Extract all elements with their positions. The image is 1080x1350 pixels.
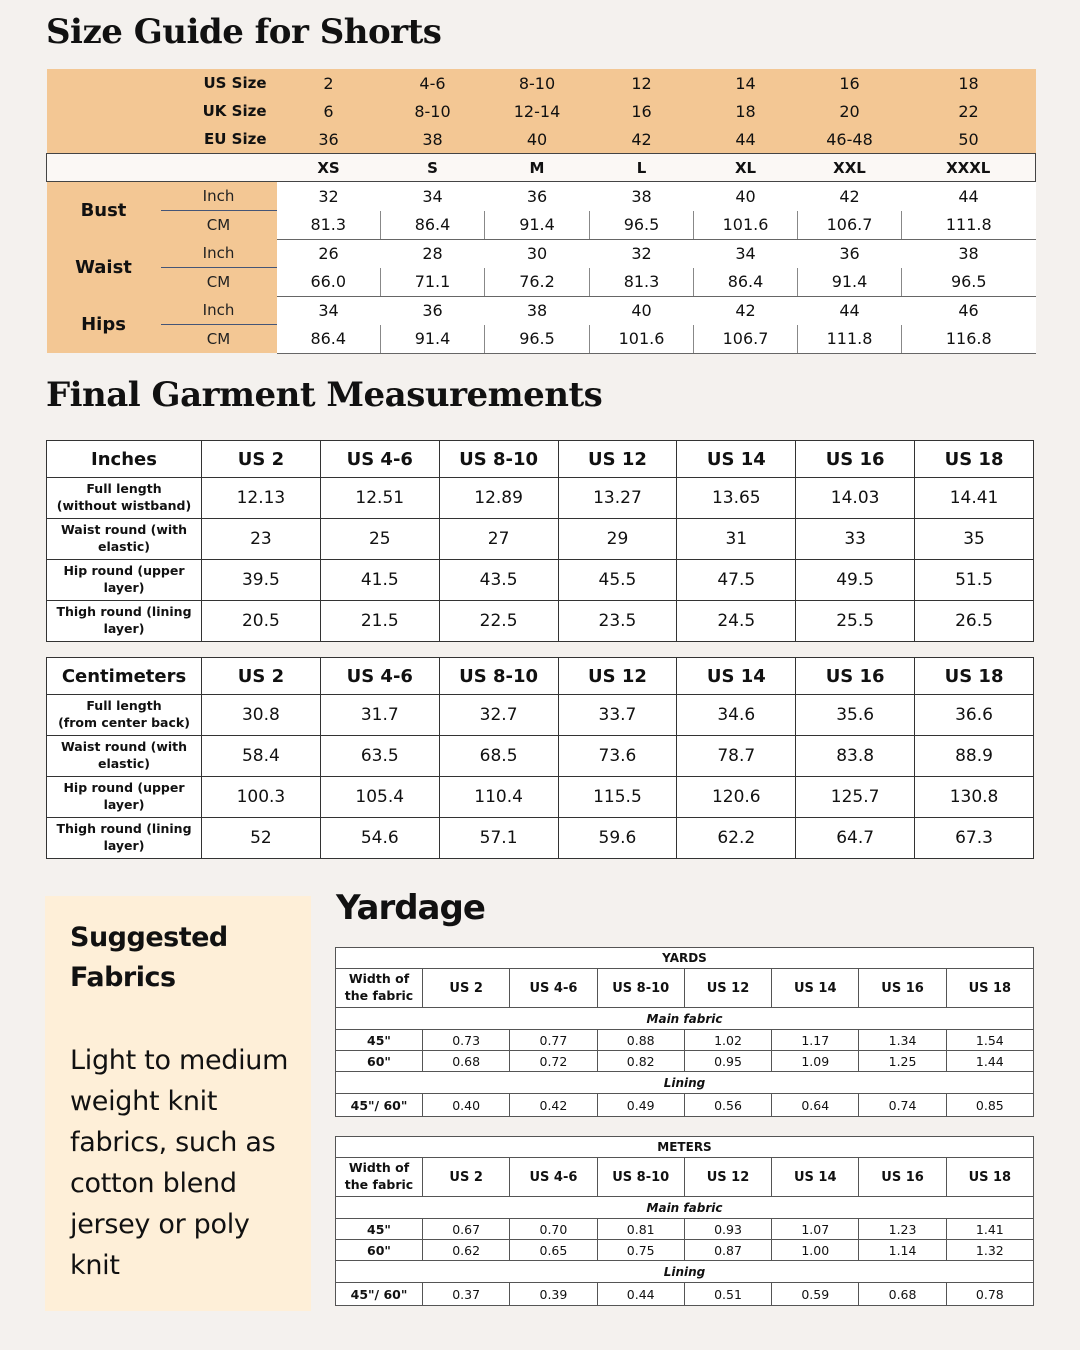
size-value: 38 — [381, 125, 485, 154]
garment-value: 57.1 — [439, 818, 558, 859]
size-label-row — [47, 125, 1036, 154]
fabrics-heading-line1: Suggested — [70, 922, 228, 953]
garment-value: 49.5 — [796, 560, 915, 601]
measure-name: Hips — [47, 296, 161, 353]
yardage-meters-table — [335, 1136, 1034, 1306]
size-header: US 4-6 — [510, 1158, 597, 1197]
yardage-value: 1.34 — [859, 1030, 946, 1051]
measure-inch-value: 36 — [798, 239, 902, 268]
garment-value: 59.6 — [558, 818, 677, 859]
fabric-width: 45" — [336, 1219, 423, 1240]
row-label-line1: Thigh round (lining layer) — [56, 821, 192, 853]
size-header: US 18 — [946, 969, 1033, 1008]
garment-header-row — [47, 441, 1034, 478]
unit-inch: Inch — [161, 239, 277, 268]
width-label-line1: Width of — [348, 1160, 410, 1176]
measure-cm-value: 106.7 — [694, 325, 798, 354]
size-header: US 12 — [558, 658, 677, 695]
garment-value: 26.5 — [915, 601, 1034, 642]
size-value: 12 — [590, 69, 694, 97]
size-header: US 16 — [859, 969, 946, 1008]
measure-inch-value: 36 — [381, 296, 485, 325]
size-header: US 8-10 — [597, 969, 684, 1008]
size-header: US 12 — [684, 1158, 771, 1197]
measure-inch-value: 44 — [902, 182, 1036, 211]
measure-inch-row — [47, 182, 1036, 211]
yardage-row — [336, 1219, 1034, 1240]
measure-inch-value: 32 — [277, 182, 381, 211]
row-label — [47, 736, 202, 777]
measure-cm-value: 116.8 — [902, 325, 1036, 354]
garment-value: 22.5 — [439, 601, 558, 642]
yardage-section-label: Lining — [336, 1261, 1034, 1283]
yardage-row — [336, 1283, 1034, 1306]
size-value: 16 — [798, 69, 902, 97]
garment-value: 45.5 — [558, 560, 677, 601]
yardage-yards-table — [335, 947, 1034, 1117]
row-label-line1: Full length — [86, 481, 162, 497]
garment-value: 34.6 — [677, 695, 796, 736]
measure-cm-value: 106.7 — [798, 211, 902, 240]
garment-value: 78.7 — [677, 736, 796, 777]
garment-value: 125.7 — [796, 777, 915, 818]
size-header: US 14 — [677, 658, 796, 695]
garment-value: 110.4 — [439, 777, 558, 818]
letter-size: S — [381, 154, 485, 182]
yardage-value: 1.09 — [772, 1051, 859, 1072]
measure-cm-value: 101.6 — [590, 325, 694, 354]
garment-value: 43.5 — [439, 560, 558, 601]
size-header: US 18 — [946, 1158, 1033, 1197]
garment-row — [47, 736, 1034, 777]
measure-inch-value: 44 — [798, 296, 902, 325]
yardage-section-row — [336, 1197, 1034, 1219]
letter-size: XXXL — [902, 154, 1036, 182]
garment-value: 35 — [915, 519, 1034, 560]
fabric-width: 60" — [336, 1051, 423, 1072]
garment-value: 33 — [796, 519, 915, 560]
yardage-value: 1.25 — [859, 1051, 946, 1072]
size-system-label: US Size — [47, 69, 277, 97]
yardage-value: 1.07 — [772, 1219, 859, 1240]
measure-cm-value: 71.1 — [381, 268, 485, 297]
measure-inch-value: 38 — [485, 296, 590, 325]
unit-label: Inches — [47, 441, 202, 478]
yardage-value: 0.81 — [597, 1219, 684, 1240]
size-value: 2 — [277, 69, 381, 97]
size-value: 8-10 — [485, 69, 590, 97]
fabric-width: 45"/ 60" — [336, 1094, 423, 1117]
yardage-value: 0.73 — [423, 1030, 510, 1051]
garment-row — [47, 777, 1034, 818]
size-header: US 2 — [423, 1158, 510, 1197]
measure-cm-value: 101.6 — [694, 211, 798, 240]
row-label-line1: Hip round (upper layer) — [63, 563, 185, 595]
measure-cm-value: 111.8 — [798, 325, 902, 354]
yardage-caption: YARDS — [336, 948, 1034, 969]
yardage-value: 0.70 — [510, 1219, 597, 1240]
measure-cm-value: 86.4 — [694, 268, 798, 297]
yardage-value: 1.17 — [772, 1030, 859, 1051]
garment-row — [47, 519, 1034, 560]
yardage-value: 0.67 — [423, 1219, 510, 1240]
measure-inch-value: 42 — [798, 182, 902, 211]
yardage-value: 1.00 — [772, 1240, 859, 1261]
fabric-width: 60" — [336, 1240, 423, 1261]
garment-value: 12.51 — [320, 478, 439, 519]
measure-cm-value: 91.4 — [798, 268, 902, 297]
yardage-caption-row — [336, 948, 1034, 969]
width-of-fabric-label — [336, 1158, 423, 1197]
size-header: US 8-10 — [439, 441, 558, 478]
measure-inch-value: 46 — [902, 296, 1036, 325]
measure-inch-value: 40 — [694, 182, 798, 211]
measure-inch-row — [47, 296, 1036, 325]
yardage-value: 1.32 — [946, 1240, 1033, 1261]
size-header: US 14 — [677, 441, 796, 478]
garment-value: 24.5 — [677, 601, 796, 642]
measure-inch-value: 40 — [590, 296, 694, 325]
yardage-value: 0.77 — [510, 1030, 597, 1051]
garment-row — [47, 695, 1034, 736]
letter-size: XL — [694, 154, 798, 182]
measure-cm-value: 91.4 — [381, 325, 485, 354]
garment-value: 32.7 — [439, 695, 558, 736]
yardage-value: 0.44 — [597, 1283, 684, 1306]
row-label-line2: (without wistband) — [56, 498, 192, 513]
measure-cm-row — [47, 211, 1036, 240]
yardage-value: 0.93 — [684, 1219, 771, 1240]
garment-value: 33.7 — [558, 695, 677, 736]
letter-size-row — [47, 154, 1036, 182]
yardage-value: 0.56 — [684, 1094, 771, 1117]
size-header: US 18 — [915, 658, 1034, 695]
yardage-section-label: Main fabric — [336, 1008, 1034, 1030]
size-value: 12-14 — [485, 97, 590, 125]
unit-cm: CM — [161, 268, 277, 297]
size-label-row — [47, 97, 1036, 125]
yardage-value: 1.54 — [946, 1030, 1033, 1051]
garment-value: 31 — [677, 519, 796, 560]
yardage-value: 0.68 — [423, 1051, 510, 1072]
garment-value: 39.5 — [202, 560, 321, 601]
row-label-line2: (from center back) — [58, 715, 190, 730]
size-header: US 12 — [558, 441, 677, 478]
size-header: US 2 — [202, 658, 321, 695]
fabric-width: 45"/ 60" — [336, 1283, 423, 1306]
garment-value: 105.4 — [320, 777, 439, 818]
measure-cm-value: 86.4 — [277, 325, 381, 354]
garment-value: 25.5 — [796, 601, 915, 642]
yardage-value: 1.44 — [946, 1051, 1033, 1072]
measure-inch-value: 26 — [277, 239, 381, 268]
garment-value: 68.5 — [439, 736, 558, 777]
garment-value: 52 — [202, 818, 321, 859]
garment-value: 13.27 — [558, 478, 677, 519]
yardage-value: 0.59 — [772, 1283, 859, 1306]
garment-value: 30.8 — [202, 695, 321, 736]
size-value: 40 — [485, 125, 590, 154]
row-label — [47, 601, 202, 642]
measure-name: Waist — [47, 239, 161, 296]
garment-value: 41.5 — [320, 560, 439, 601]
row-label — [47, 695, 202, 736]
yardage-value: 0.74 — [859, 1094, 946, 1117]
garment-value: 31.7 — [320, 695, 439, 736]
size-header: US 14 — [772, 1158, 859, 1197]
size-value: 46-48 — [798, 125, 902, 154]
unit-label: Centimeters — [47, 658, 202, 695]
size-guide-table — [46, 69, 1036, 354]
garment-value: 23.5 — [558, 601, 677, 642]
size-value: 20 — [798, 97, 902, 125]
size-value: 42 — [590, 125, 694, 154]
yardage-header-row — [336, 969, 1034, 1008]
garment-value: 35.6 — [796, 695, 915, 736]
garment-value: 64.7 — [796, 818, 915, 859]
size-header: US 4-6 — [510, 969, 597, 1008]
garment-row — [47, 818, 1034, 859]
garment-value: 25 — [320, 519, 439, 560]
yardage-section-row — [336, 1008, 1034, 1030]
size-header: US 12 — [684, 969, 771, 1008]
unit-cm: CM — [161, 325, 277, 354]
garment-value: 62.2 — [677, 818, 796, 859]
letter-size: XS — [277, 154, 381, 182]
garment-value: 130.8 — [915, 777, 1034, 818]
yardage-value: 0.62 — [423, 1240, 510, 1261]
size-value: 4-6 — [381, 69, 485, 97]
size-value: 36 — [277, 125, 381, 154]
letter-size-blank — [47, 154, 277, 182]
size-value: 8-10 — [381, 97, 485, 125]
yardage-title: Yardage — [336, 888, 485, 928]
measure-inch-value: 28 — [381, 239, 485, 268]
garment-value: 67.3 — [915, 818, 1034, 859]
width-label-line2: the fabric — [344, 1177, 414, 1192]
measure-cm-value: 91.4 — [485, 211, 590, 240]
size-value: 18 — [902, 69, 1036, 97]
measure-cm-value: 66.0 — [277, 268, 381, 297]
garment-value: 12.89 — [439, 478, 558, 519]
yardage-row — [336, 1094, 1034, 1117]
size-value: 18 — [694, 97, 798, 125]
measure-inch-value: 34 — [381, 182, 485, 211]
measure-cm-value: 96.5 — [902, 268, 1036, 297]
measure-inch-value: 36 — [485, 182, 590, 211]
garment-value: 20.5 — [202, 601, 321, 642]
measure-inch-row — [47, 239, 1036, 268]
yardage-value: 0.88 — [597, 1030, 684, 1051]
yardage-value: 0.72 — [510, 1051, 597, 1072]
measure-cm-row — [47, 325, 1036, 354]
measure-inch-value: 30 — [485, 239, 590, 268]
garment-value: 73.6 — [558, 736, 677, 777]
size-value: 16 — [590, 97, 694, 125]
garment-value: 21.5 — [320, 601, 439, 642]
fabrics-heading-line2: Fabrics — [70, 962, 176, 993]
yardage-value: 0.64 — [772, 1094, 859, 1117]
size-header: US 4-6 — [320, 658, 439, 695]
yardage-value: 0.87 — [684, 1240, 771, 1261]
measure-cm-row — [47, 268, 1036, 297]
yardage-value: 0.85 — [946, 1094, 1033, 1117]
garment-value: 88.9 — [915, 736, 1034, 777]
letter-size: M — [485, 154, 590, 182]
garment-value: 47.5 — [677, 560, 796, 601]
size-guide-title: Size Guide for Shorts — [46, 12, 442, 52]
row-label — [47, 818, 202, 859]
yardage-value: 0.65 — [510, 1240, 597, 1261]
size-value: 22 — [902, 97, 1036, 125]
yardage-row — [336, 1030, 1034, 1051]
yardage-caption-row — [336, 1137, 1034, 1158]
fabrics-description: Light to medium weight knit fabrics, such as cotton blend jersey or poly knit — [70, 1045, 289, 1281]
garment-row — [47, 560, 1034, 601]
measure-cm-value: 96.5 — [590, 211, 694, 240]
garment-value: 115.5 — [558, 777, 677, 818]
measure-inch-value: 38 — [902, 239, 1036, 268]
yardage-value: 0.49 — [597, 1094, 684, 1117]
garment-value: 83.8 — [796, 736, 915, 777]
garment-inches-table — [46, 440, 1034, 642]
measure-cm-value: 81.3 — [277, 211, 381, 240]
size-header: US 8-10 — [597, 1158, 684, 1197]
measure-inch-value: 38 — [590, 182, 694, 211]
yardage-caption: METERS — [336, 1137, 1034, 1158]
yardage-value: 0.82 — [597, 1051, 684, 1072]
yardage-value: 0.42 — [510, 1094, 597, 1117]
garment-value: 13.65 — [677, 478, 796, 519]
garment-cm-table — [46, 657, 1034, 859]
yardage-row — [336, 1051, 1034, 1072]
yardage-value: 0.39 — [510, 1283, 597, 1306]
garment-value: 27 — [439, 519, 558, 560]
yardage-value: 1.23 — [859, 1219, 946, 1240]
size-value: 50 — [902, 125, 1036, 154]
garment-row — [47, 478, 1034, 519]
yardage-value: 1.02 — [684, 1030, 771, 1051]
size-header: US 16 — [859, 1158, 946, 1197]
garment-row — [47, 601, 1034, 642]
row-label-line1: Thigh round (lining layer) — [56, 604, 192, 636]
measure-inch-value: 42 — [694, 296, 798, 325]
size-header: US 8-10 — [439, 658, 558, 695]
garment-value: 58.4 — [202, 736, 321, 777]
garment-value: 100.3 — [202, 777, 321, 818]
size-label-row — [47, 69, 1036, 97]
suggested-fabrics-box — [45, 896, 311, 1311]
size-value: 44 — [694, 125, 798, 154]
garment-value: 63.5 — [320, 736, 439, 777]
yardage-section-label: Main fabric — [336, 1197, 1034, 1219]
final-measurements-title: Final Garment Measurements — [46, 375, 603, 415]
yardage-value: 0.37 — [423, 1283, 510, 1306]
yardage-value: 0.51 — [684, 1283, 771, 1306]
measure-cm-value: 111.8 — [902, 211, 1036, 240]
row-label-line1: Hip round (upper layer) — [63, 780, 185, 812]
size-system-label: EU Size — [47, 125, 277, 154]
width-of-fabric-label — [336, 969, 423, 1008]
garment-value: 14.41 — [915, 478, 1034, 519]
size-value: 14 — [694, 69, 798, 97]
size-header: US 2 — [423, 969, 510, 1008]
measure-inch-value: 34 — [694, 239, 798, 268]
yardage-value: 0.78 — [946, 1283, 1033, 1306]
size-header: US 4-6 — [320, 441, 439, 478]
row-label — [47, 478, 202, 519]
unit-inch: Inch — [161, 182, 277, 211]
garment-value: 23 — [202, 519, 321, 560]
yardage-section-row — [336, 1072, 1034, 1094]
garment-value: 36.6 — [915, 695, 1034, 736]
yardage-section-row — [336, 1261, 1034, 1283]
size-header: US 16 — [796, 658, 915, 695]
unit-cm: CM — [161, 211, 277, 240]
yardage-header-row — [336, 1158, 1034, 1197]
yardage-row — [336, 1240, 1034, 1261]
letter-size: L — [590, 154, 694, 182]
size-header: US 18 — [915, 441, 1034, 478]
garment-value: 29 — [558, 519, 677, 560]
row-label-line1: Waist round (with elastic) — [60, 522, 188, 554]
yardage-section-label: Lining — [336, 1072, 1034, 1094]
yardage-value: 1.41 — [946, 1219, 1033, 1240]
garment-value: 14.03 — [796, 478, 915, 519]
size-system-label: UK Size — [47, 97, 277, 125]
yardage-value: 0.75 — [597, 1240, 684, 1261]
width-label-line1: Width of — [348, 971, 410, 987]
yardage-value: 0.95 — [684, 1051, 771, 1072]
yardage-value: 0.68 — [859, 1283, 946, 1306]
garment-header-row — [47, 658, 1034, 695]
garment-value: 51.5 — [915, 560, 1034, 601]
letter-size: XXL — [798, 154, 902, 182]
row-label — [47, 777, 202, 818]
measure-cm-value: 96.5 — [485, 325, 590, 354]
row-label — [47, 560, 202, 601]
yardage-value: 0.40 — [423, 1094, 510, 1117]
garment-value: 120.6 — [677, 777, 796, 818]
fabric-width: 45" — [336, 1030, 423, 1051]
measure-cm-value: 76.2 — [485, 268, 590, 297]
measure-cm-value: 86.4 — [381, 211, 485, 240]
garment-value: 54.6 — [320, 818, 439, 859]
yardage-value: 1.14 — [859, 1240, 946, 1261]
row-label-line1: Full length — [86, 698, 162, 714]
size-value: 6 — [277, 97, 381, 125]
measure-inch-value: 32 — [590, 239, 694, 268]
row-label — [47, 519, 202, 560]
size-header: US 16 — [796, 441, 915, 478]
size-header: US 2 — [202, 441, 321, 478]
size-header: US 14 — [772, 969, 859, 1008]
row-label-line1: Waist round (with elastic) — [60, 739, 188, 771]
measure-name: Bust — [47, 182, 161, 240]
unit-inch: Inch — [161, 296, 277, 325]
measure-cm-value: 81.3 — [590, 268, 694, 297]
garment-value: 12.13 — [202, 478, 321, 519]
width-label-line2: the fabric — [344, 988, 414, 1003]
measure-inch-value: 34 — [277, 296, 381, 325]
